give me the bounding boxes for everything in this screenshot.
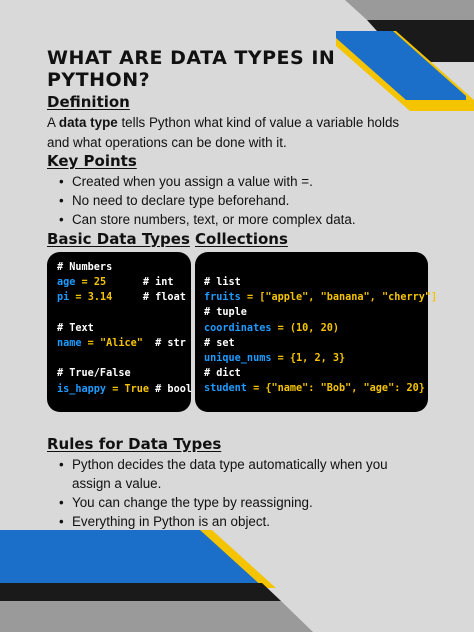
key-point-item: • No need to declare type beforehand.	[50, 191, 430, 210]
code-token: "Alice"	[99, 337, 143, 349]
code-token: 3.14	[87, 292, 113, 304]
code-token: 1	[296, 352, 303, 364]
code-token: ,	[351, 383, 364, 395]
code-token: "apple"	[265, 292, 309, 304]
code-token: "Bob"	[320, 383, 352, 395]
code-line	[57, 290, 191, 305]
code-token: 3	[332, 352, 339, 364]
code-token: "banana"	[320, 292, 370, 304]
code-line	[57, 306, 191, 321]
key-points-heading: Key Points	[47, 152, 137, 170]
code-line	[204, 305, 428, 320]
code-token: coordinates	[204, 322, 272, 334]
code-token: 20	[406, 383, 419, 395]
basic-types-code-block	[47, 252, 191, 412]
code-token: 20	[320, 322, 333, 334]
code-token: :	[394, 383, 407, 395]
definition-text	[47, 113, 417, 153]
bottom-blue-stripe	[0, 530, 262, 583]
code-token: :	[308, 383, 321, 395]
collections-heading: Collections	[195, 230, 288, 248]
code-token: name	[57, 337, 82, 349]
code-line	[204, 381, 428, 396]
code-token: 10	[296, 322, 309, 334]
basic-types-heading: Basic Data Types	[47, 230, 190, 248]
code-token: "cherry"	[381, 292, 432, 304]
code-token: # Numbers	[57, 262, 113, 273]
code-line	[57, 336, 191, 351]
code-token: # list	[204, 277, 241, 288]
code-line	[57, 275, 191, 290]
code-line	[204, 336, 428, 351]
page-title: WHAT ARE DATA TYPES IN PYTHON?	[47, 47, 336, 91]
code-line	[204, 321, 428, 336]
code-token: # set	[204, 337, 235, 349]
top-grey-stripe	[345, 0, 474, 20]
rule-item: • Python decides the data type automatically when you assign a value.	[50, 455, 410, 493]
bottom-grey-stripe	[0, 601, 313, 632]
code-token: # str	[142, 337, 186, 349]
rules-list	[50, 455, 410, 531]
code-token: # bool	[149, 383, 192, 395]
definition-term: data type	[58, 115, 118, 130]
key-points-list	[50, 172, 430, 229]
code-token: )	[332, 322, 339, 334]
code-token: is_happy	[57, 383, 107, 395]
definition-prefix: A	[47, 115, 59, 130]
code-line	[204, 351, 428, 366]
code-token: # True/False	[57, 368, 131, 380]
code-token: ,	[308, 292, 321, 304]
code-token: ]	[431, 292, 438, 304]
code-token: }	[418, 383, 425, 395]
code-line	[204, 290, 438, 305]
code-token: = [	[240, 292, 266, 304]
code-token: }	[339, 352, 346, 364]
code-token: 2	[314, 352, 321, 364]
bottom-dark-stripe	[0, 583, 281, 601]
rules-heading: Rules for Data Types	[47, 435, 222, 453]
code-token: =	[75, 277, 94, 289]
code-line	[57, 260, 191, 275]
code-token: = (	[271, 322, 297, 334]
code-token: ,	[369, 292, 382, 304]
code-line	[57, 382, 191, 397]
code-token: = {	[246, 383, 272, 395]
code-token: pi	[57, 292, 70, 304]
code-token: ,	[302, 352, 315, 364]
definition-heading: Definition	[47, 93, 130, 111]
code-token: # tuple	[204, 307, 247, 319]
code-token: True	[124, 383, 150, 395]
code-token: ,	[308, 322, 321, 334]
code-token: "name"	[271, 383, 309, 395]
key-point-item: • Created when you assign a value with =.	[50, 172, 430, 191]
code-token: # float	[112, 292, 186, 304]
code-line	[204, 366, 428, 381]
definition-rest: tells Python what kind of value a variable holds and what operations can be done with it.	[47, 115, 400, 150]
code-token: # dict	[204, 368, 241, 380]
code-token: # Text	[57, 322, 94, 334]
code-token: =	[106, 383, 125, 395]
code-token: 25	[93, 277, 107, 289]
code-line	[204, 275, 428, 290]
code-line	[57, 366, 191, 381]
code-token: =	[69, 292, 88, 304]
code-token: "age"	[363, 383, 395, 395]
code-line	[57, 351, 191, 366]
code-token: unique_nums	[204, 352, 272, 364]
code-token: # int	[106, 277, 174, 289]
code-token: =	[81, 337, 100, 349]
code-token: = {	[271, 352, 297, 364]
key-point-item: • Can store numbers, text, or more complex data.	[50, 210, 430, 229]
code-token: fruits	[204, 292, 241, 304]
collections-code-block	[195, 252, 438, 412]
code-token: student	[204, 383, 247, 395]
code-token: age	[57, 277, 76, 289]
rule-item: • You can change the type by reassigning.	[50, 493, 410, 512]
code-line	[57, 321, 191, 336]
code-token: ,	[320, 352, 333, 364]
rule-item: • Everything in Python is an object.	[50, 512, 410, 531]
